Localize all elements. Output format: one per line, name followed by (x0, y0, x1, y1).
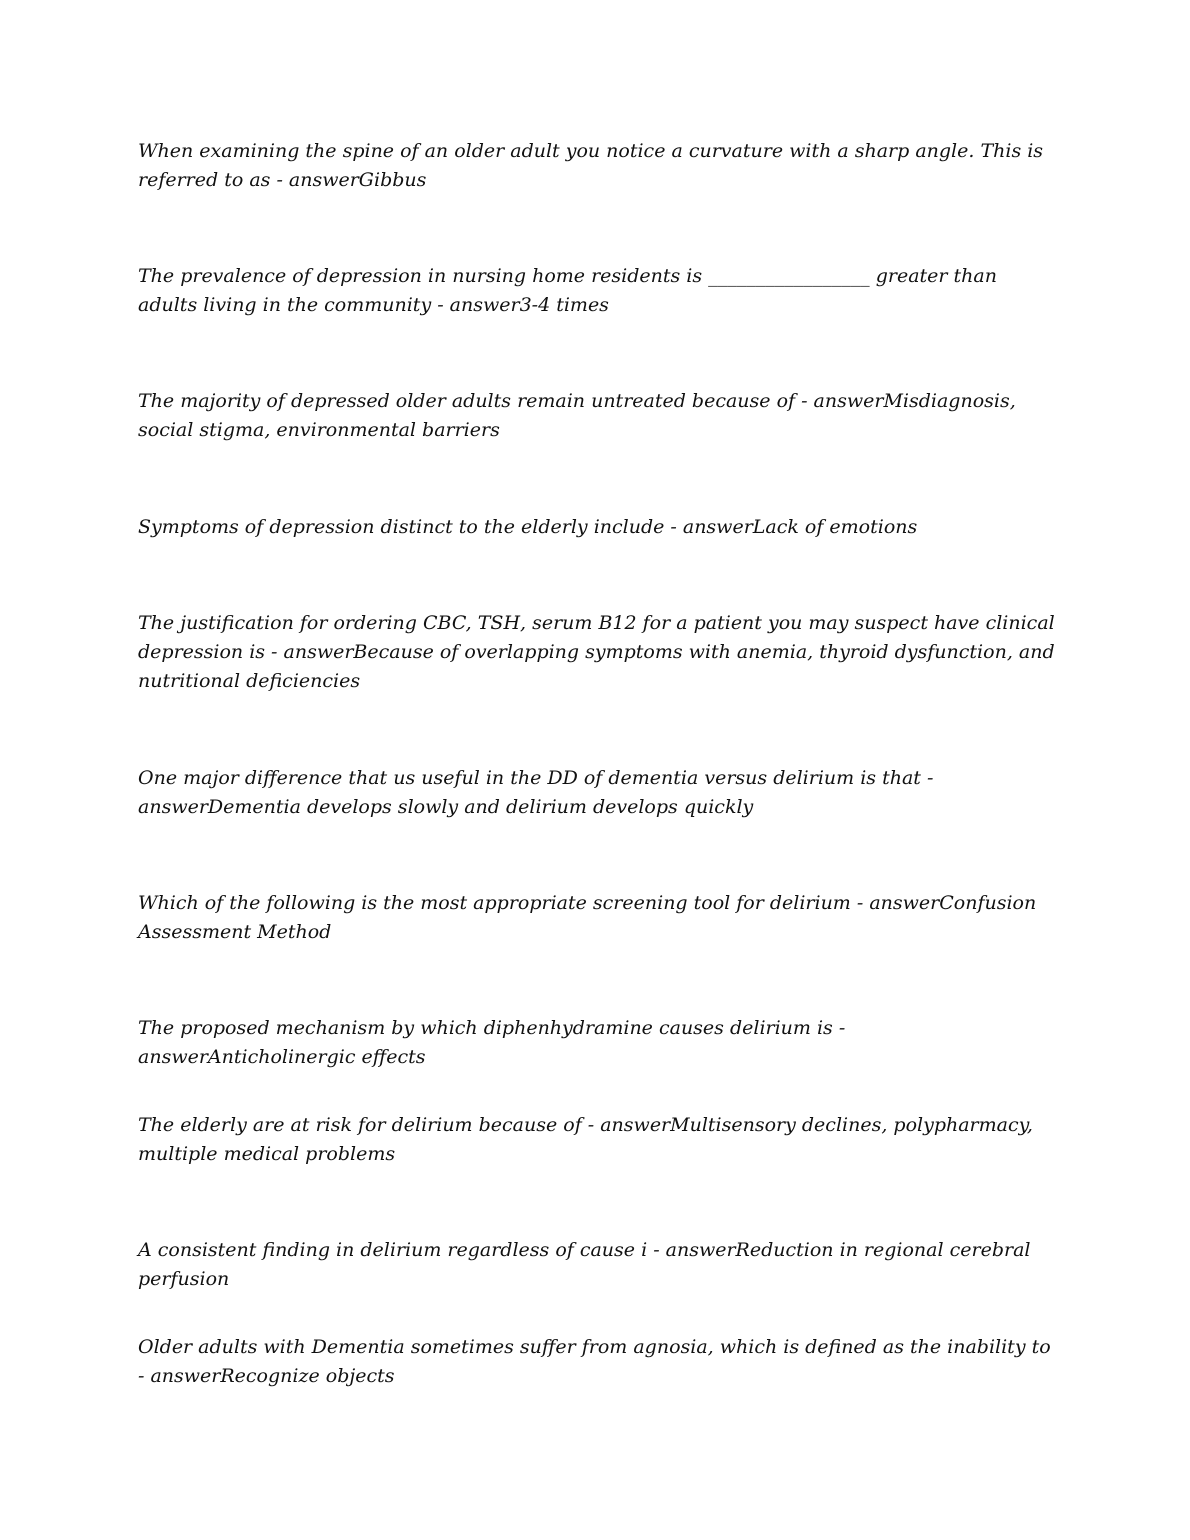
qa-item-1: When examining the spine of an older adult you notice a curvature with a sharp angle. This is referred to as - answerGibbus (138, 140, 1044, 191)
qa-item-5: The justification for ordering CBC, TSH, serum B12 for a patient you may suspect have clinical depression is - answerBecause of overlapping symptoms with anemia, thyroid dysfunction, and nutritional deficiencies (138, 612, 1055, 692)
qa-item-8: The proposed mechanism by which diphenhydramine causes delirium is - answerAnticholinergic effects (138, 1017, 846, 1068)
qa-item-2: The prevalence of depression in nursing home residents is _________________ greater than adults living in the community - answer3-4 times (138, 265, 997, 316)
qa-item-6: One major difference that us useful in the DD of dementia versus delirium is that - answerDementia develops slowly and delirium develops quickly (138, 767, 934, 818)
qa-item-9: The elderly are at risk for delirium because of - answerMultisensory declines, polypharmacy, multiple medical problems (138, 1114, 1033, 1165)
qa-item-10: A consistent finding in delirium regardless of cause i - answerReduction in regional cerebral perfusion (138, 1239, 1031, 1290)
qa-item-4: Symptoms of depression distinct to the elderly include - answerLack of emotions (138, 516, 918, 538)
qa-item-3: The majority of depressed older adults remain untreated because of - answerMisdiagnosis, social stigma, environmental barriers (138, 390, 1016, 441)
qa-item-7: Which of the following is the most appropriate screening tool for delirium - answerConfusion Assessment Method (138, 892, 1037, 943)
qa-item-11: Older adults with Dementia sometimes suffer from agnosia, which is defined as the inability to - answerRecognize objects (138, 1336, 1051, 1387)
